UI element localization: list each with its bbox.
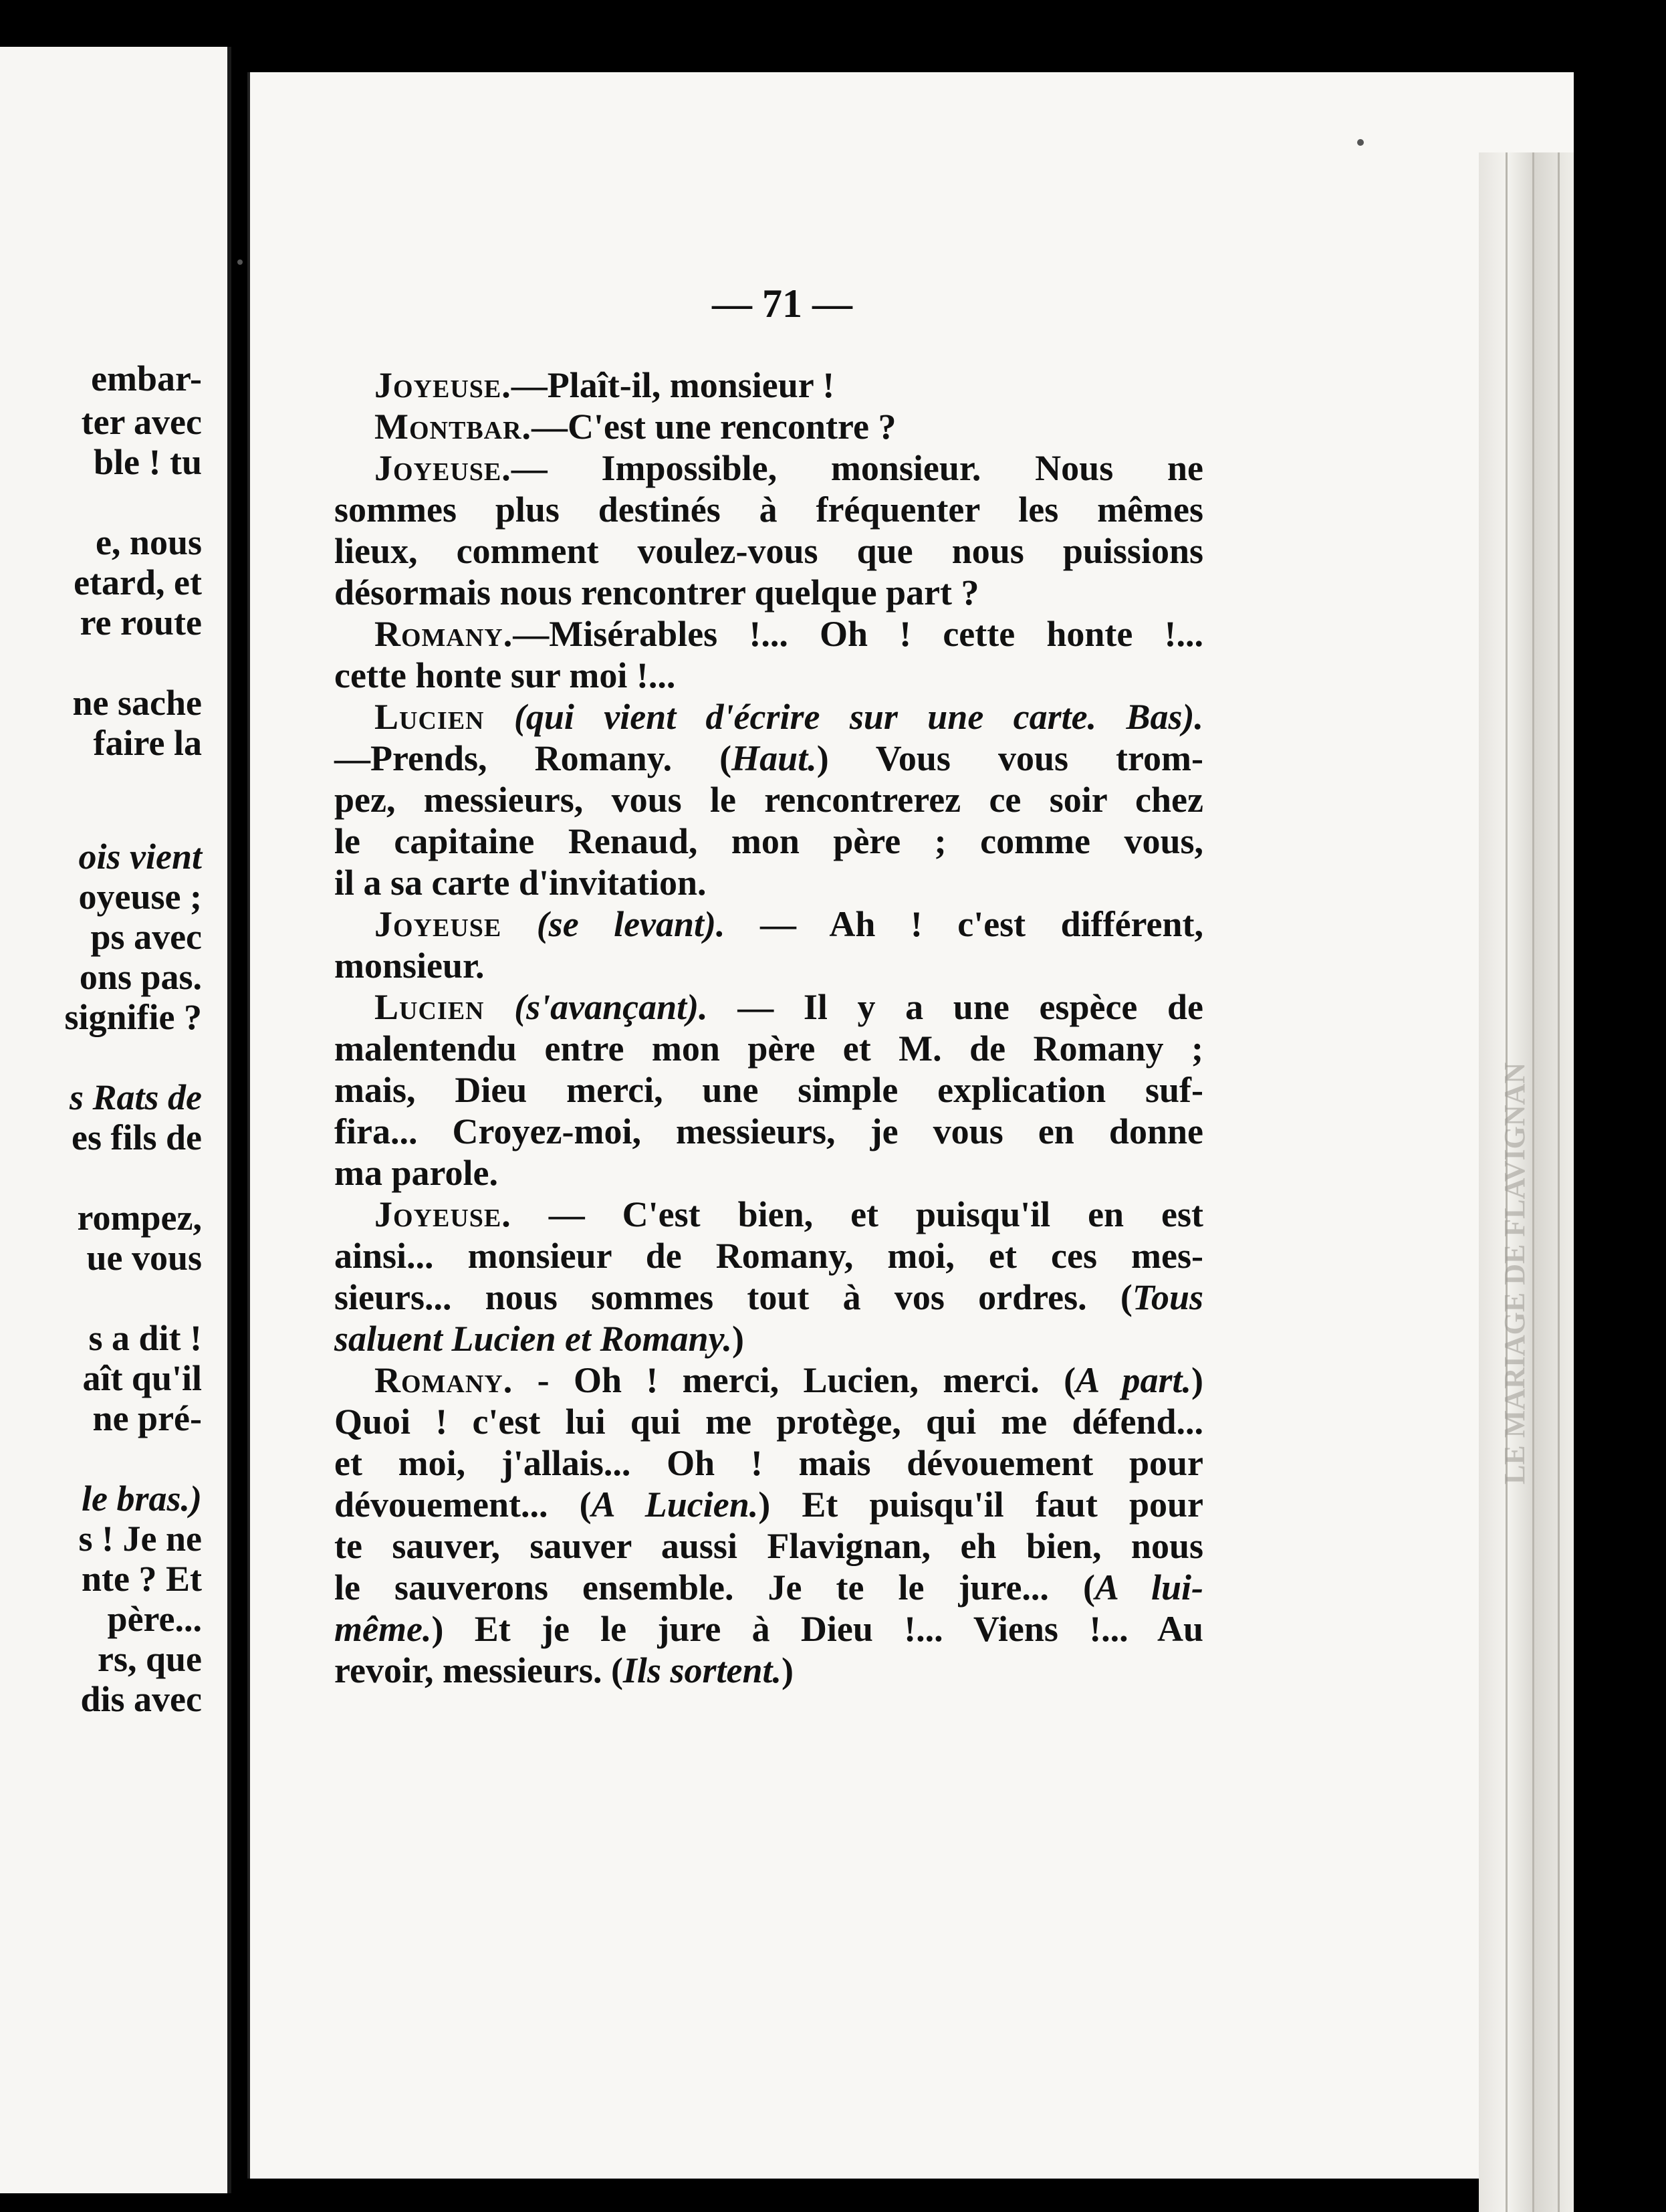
speaker: Lucien xyxy=(374,697,485,737)
page-number: — 71 — xyxy=(712,282,852,326)
text-line: Joyeuse (se levant). — Ah ! c'est différent, xyxy=(374,904,1204,944)
left-page-line: s Rats de xyxy=(69,1077,202,1117)
left-page-line: ne sache xyxy=(72,683,202,723)
stage-direction: (se levant). xyxy=(536,904,725,944)
left-page-line: e, nous xyxy=(95,522,202,562)
left-page-line: s ! Je ne xyxy=(78,1519,202,1559)
text-line: Romany.—Misérables !... Oh ! cette honte !... xyxy=(374,614,1203,654)
stage-direction: A lui- xyxy=(1094,1567,1203,1608)
text-line: lieux, comment voulez-vous que nous puissions xyxy=(334,531,1203,571)
text-line: ainsi... monsieur de Romany, moi, et ces mes- xyxy=(334,1236,1203,1276)
text-line: mais, Dieu merci, une simple explication suf- xyxy=(334,1070,1203,1110)
bleed-through-text: LE MARIAGE DE FLAVIGNAN xyxy=(1498,1062,1531,1484)
stage-direction: (s'avançant). xyxy=(514,987,708,1027)
left-page-line: ble ! tu xyxy=(94,442,202,482)
text-line: malentendu entre mon père et M. de Romany ; xyxy=(334,1028,1203,1069)
stage-direction: (qui vient d'écrire sur une carte. Bas). xyxy=(513,697,1203,737)
left-page-line: le bras.) xyxy=(82,1478,202,1519)
left-page-line: aît qu'il xyxy=(82,1358,202,1398)
text-line: Joyeuse.— Impossible, monsieur. Nous ne xyxy=(374,448,1203,488)
stage-direction: même. xyxy=(334,1609,432,1649)
speaker: Joyeuse. xyxy=(374,448,511,488)
left-page-line: s a dit ! xyxy=(88,1318,202,1358)
text-line xyxy=(334,696,1203,738)
text-line: Romany. - Oh ! merci, Lucien, merci. (A part.) xyxy=(374,1360,1203,1400)
text-line: Quoi ! c'est lui qui me protège, qui me défend... xyxy=(334,1402,1203,1442)
left-page-line: ps avec xyxy=(90,917,202,957)
left-page-line: oyeuse ; xyxy=(78,877,202,917)
text-line: cette honte sur moi !... xyxy=(334,655,676,695)
speck xyxy=(237,259,243,265)
speck xyxy=(1357,139,1364,146)
text-line: saluent Lucien et Romany.) xyxy=(334,1319,745,1359)
text-line: sommes plus destinés à fréquenter les mêmes xyxy=(334,489,1203,530)
left-page-line: signifie ? xyxy=(64,997,202,1037)
speaker: Romany. xyxy=(374,1360,513,1400)
stage-direction: Haut. xyxy=(731,738,817,778)
text-line: sieurs... nous sommes tout à vos ordres. (Tous xyxy=(334,1277,1203,1317)
stage-direction: Ils sortent. xyxy=(622,1650,782,1690)
left-page-line: embar- xyxy=(91,358,202,399)
stage-direction: A part. xyxy=(1076,1360,1192,1400)
text-line: le capitaine Renaud, mon père ; comme vous, xyxy=(334,821,1203,861)
stage-direction: Tous xyxy=(1132,1277,1203,1317)
left-page xyxy=(0,47,231,2193)
left-page-line: père... xyxy=(107,1599,202,1639)
left-page-line: rs, que xyxy=(97,1639,202,1679)
left-page-line: ne pré- xyxy=(92,1398,202,1438)
text-line: le sauverons ensemble. Je te le jure... (A lui- xyxy=(334,1567,1203,1608)
stage-direction: saluent Lucien et Romany. xyxy=(334,1319,733,1359)
left-page-line: ter avec xyxy=(81,402,202,442)
text-line: Joyeuse. — C'est bien, et puisqu'il en est xyxy=(374,1194,1203,1234)
left-page-line: ue vous xyxy=(86,1238,202,1278)
speaker: Joyeuse xyxy=(374,904,502,944)
left-page-line: re route xyxy=(80,602,202,643)
text-line: même.) Et je le jure à Dieu !... Viens !... Au xyxy=(334,1609,1203,1649)
text-line: fira... Croyez-moi, messieurs, je vous en donne xyxy=(334,1111,1203,1151)
text-line: Lucien (s'avançant). — Il y a une espèce de xyxy=(374,987,1204,1027)
left-page-line: dis avec xyxy=(80,1679,202,1719)
text-line: dévouement... (A Lucien.) Et puisqu'il faut pour xyxy=(334,1484,1203,1525)
play-text xyxy=(334,364,1203,1691)
left-page-line: nte ? Et xyxy=(82,1559,202,1599)
stage-direction: A Lucien. xyxy=(591,1484,759,1525)
left-page-line: ois vient xyxy=(78,837,202,877)
speaker: Joyeuse. xyxy=(374,1194,511,1234)
left-page-line: ons pas. xyxy=(79,957,202,997)
speaker: Romany. xyxy=(374,614,513,654)
text-line: ma parole. xyxy=(334,1153,498,1193)
text-line: désormais nous rencontrer quelque part ? xyxy=(334,572,979,613)
left-page-line: faire la xyxy=(93,723,202,763)
text-line: revoir, messieurs. (Ils sortent.) xyxy=(334,1650,794,1690)
left-page-line: rompez, xyxy=(77,1198,202,1238)
text-line: —Prends, Romany. (Haut.) Vous vous trom- xyxy=(334,738,1203,778)
book-gutter xyxy=(231,0,247,2199)
speaker: Montbar. xyxy=(374,407,532,447)
text-line: Montbar.—C'est une rencontre ? xyxy=(374,407,897,447)
text-line: et moi, j'allais... Oh ! mais dévouement pour xyxy=(334,1443,1203,1483)
speaker: Joyeuse. xyxy=(374,365,511,405)
left-page-line: etard, et xyxy=(74,562,202,602)
text-line: Joyeuse.—Plaît-il, monsieur ! xyxy=(374,365,835,405)
text-line: te sauver, sauver aussi Flavignan, eh bien, nous xyxy=(334,1526,1203,1566)
text-line: il a sa carte d'invitation. xyxy=(334,863,707,903)
left-page-line: es fils de xyxy=(72,1117,202,1157)
text-line: monsieur. xyxy=(334,946,485,986)
speaker: Lucien xyxy=(374,987,485,1027)
text-line: pez, messieurs, vous le rencontrerez ce soir chez xyxy=(334,780,1203,820)
